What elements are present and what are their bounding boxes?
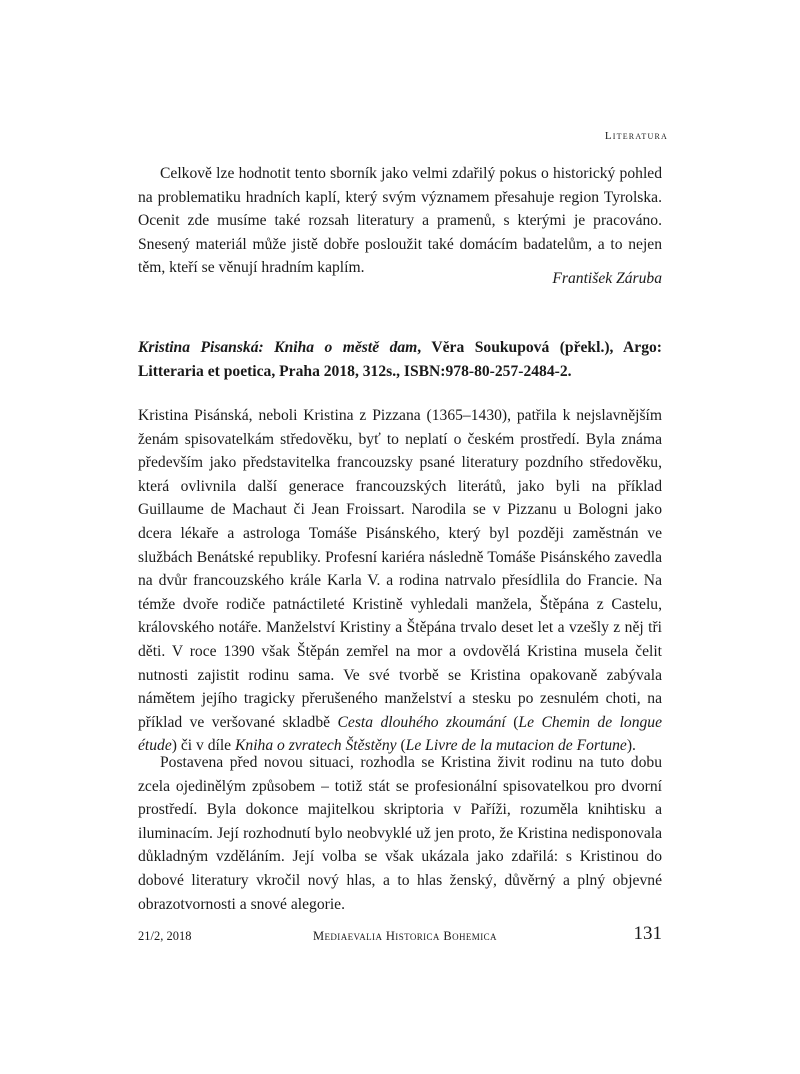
page-number: 131 — [633, 923, 662, 944]
paren-1-close: ) či v díle — [171, 737, 236, 755]
running-head: Literatura — [604, 130, 668, 142]
paren-2-close: ). — [626, 737, 636, 755]
paren-1-open: ( — [505, 713, 519, 731]
paragraph-1-text: Kristina Pisánská, neboli Kristina z Pizzana (1365–1430), patřila k nejslavnějším ženám spisovatelkám středověku, byť to neplatí o českém prostředí. Byla známa především jako představitelka francouzsky psané literatury pozdního středověku, která ovlivnila další generace francouzských literátů, jako byli na příklad Guillaume de Machaut či Jean Froissart. Narodila se v Pizzanu u Bologni jako dcera lékaře a astrologa Tomáše Pisánského, který byl později zaměstnán ve službách Benátské republiky. Profesní kariéra následně Tomáše Pisánského zavedla na dvůr francouzského krále Karla V. a rodina natrvalo přesídlila do Francie. Na témže dvoře rodiče patnáctileté Kristině vyhledali manžela, Štěpána z Castelu, královského notáře. Manželství Kristiny a Štěpána trvalo deset let a vzešly z něj tři děti. V roce 1390 však Štěpán zemřel na mor a ovdovělá Kristina musela čelit nutnosti zajistit rodinu sama. Ve své tvorbě se Kristina opakovaně zabývala námětem jejího tragicky přerušeného manželství a stesku po zesnulém choti, na příklad ve veršované skladbě — [138, 407, 662, 731]
citation-details: , Věra Soukupová (překl.), Argo: Litteraria et poetica, Praha 2018, 312s., ISBN:978-80-257-2484-2. — [138, 339, 662, 380]
paren-2-open: ( — [396, 737, 406, 755]
work-title-1-fr: Le Chemin de longue étude — [138, 713, 663, 755]
work-title-1: Cesta dlouhého zkoumání — [337, 713, 506, 731]
review-citation — [138, 336, 662, 383]
review-paragraph-1 — [138, 404, 662, 758]
work-title-2-fr: Le Livre de la mutacion de Fortune — [405, 737, 627, 755]
review-paragraph-2: Postavena před novou situaci, rozhodla se Kristina živit rodinu na tuto dobu zcela ojedinělým způsobem – totiž stát se profesionální spisovatelkou pro dvorní prostředí. Byla dokonce majitelkou skriptoria v Paříži, rozuměla knihtisku a iluminacím. Její rozhodnutí bylo neobvyklé už jen proto, že Kristina nedisponovala důkladným vzděláním. Její volba se však ukázala jako zdařilá: s Kristinou do dobové literatury vkročil nový hlas, a to hlas ženský, důvěrný a plný objevné obrazotvornosti a snové alegorie. — [138, 754, 662, 913]
book-title: Kristina Pisanská: Kniha o městě dam — [138, 339, 418, 356]
footer-journal: Mediaevalia Historica Bohemica — [313, 929, 497, 943]
closing-paragraph: Celkově lze hodnotit tento sborník jako velmi zdařilý pokus o historický pohled na problematiku hradních kaplí, který svým významem přesahuje region Tyrolska. Ocenit zde musíme také rozsah literatury a pramenů, s kterými je pracováno. Snesený materiál může jistě dobře posloužit také domácím badatelům, a to nejen těm, kteří se věnují hradním kaplím. — [138, 165, 662, 277]
footer-issue: 21/2, 2018 — [138, 929, 192, 943]
work-title-2: Kniha o zvratech Štěstěny — [235, 737, 397, 755]
reviewer-signature: František Záruba — [552, 270, 662, 287]
